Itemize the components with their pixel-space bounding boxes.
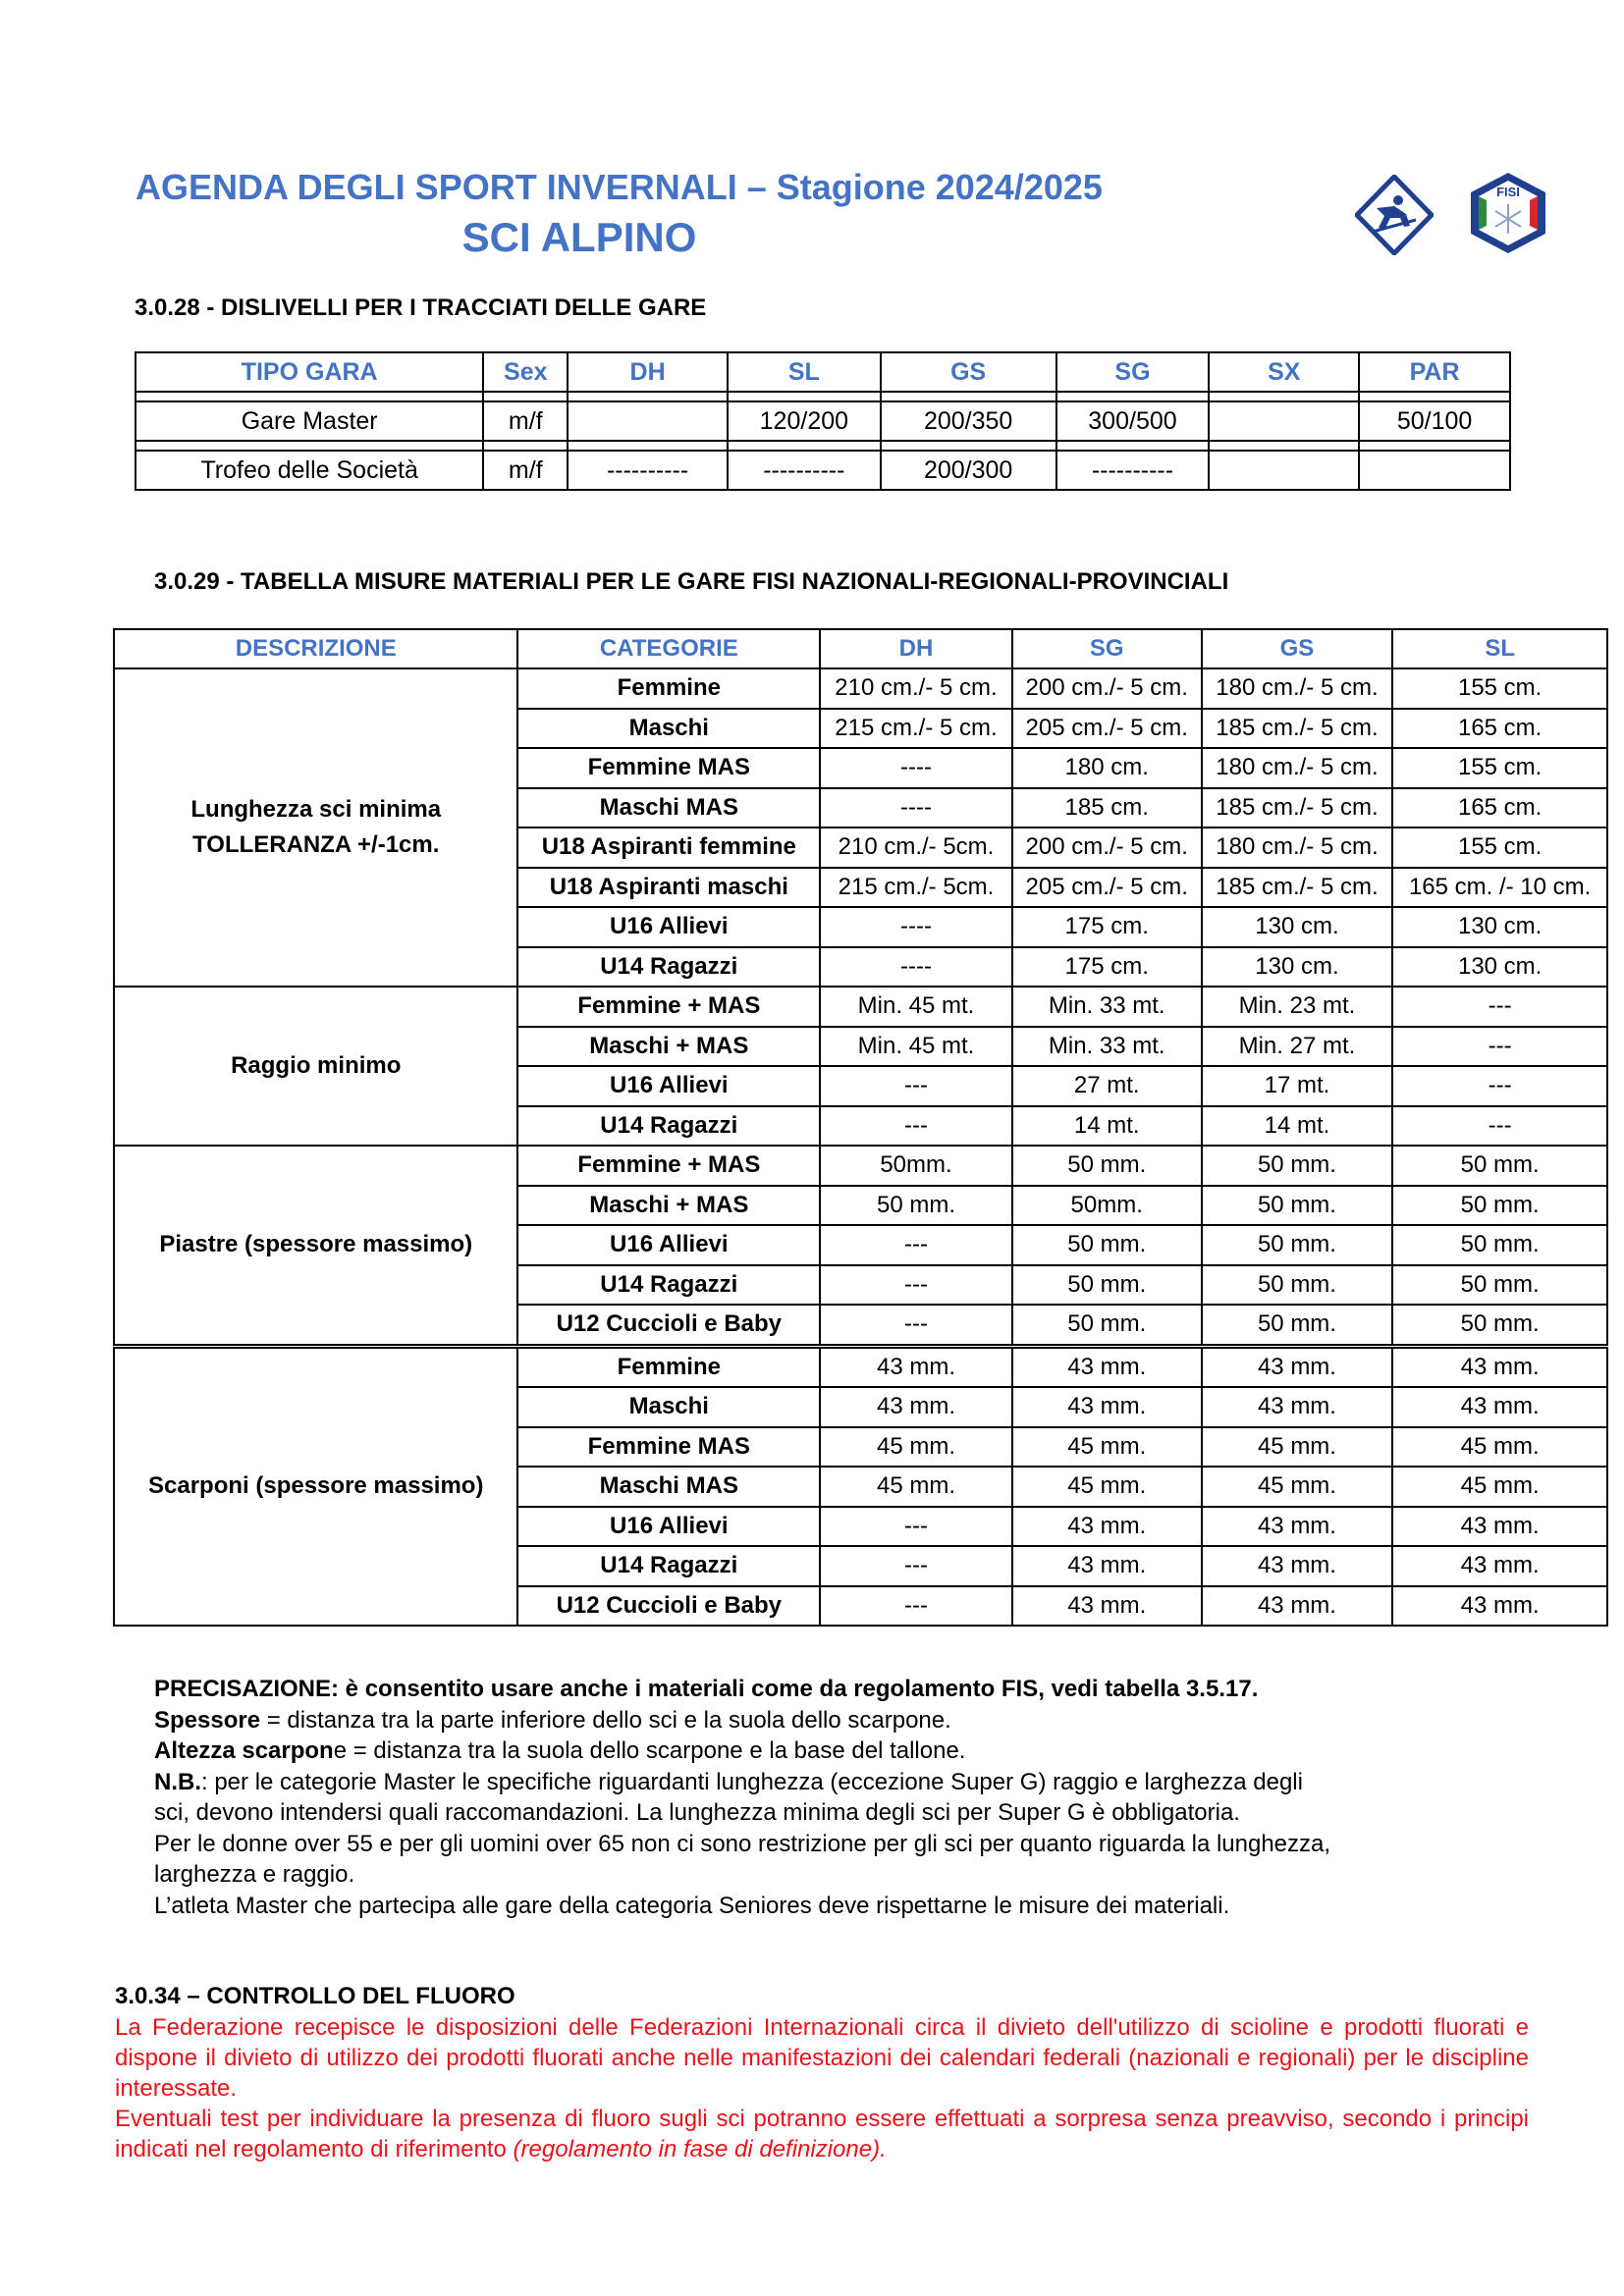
table-cell: --- <box>820 1507 1012 1547</box>
nb-note-line1 <box>154 1767 1330 1798</box>
table-cell: 50 mm. <box>1012 1265 1202 1306</box>
table-cell: --- <box>820 1265 1012 1306</box>
table-cell: 185 cm./- 5 cm. <box>1202 709 1393 749</box>
table-cell: 50mm. <box>820 1146 1012 1186</box>
table-cell: --- <box>820 1546 1012 1586</box>
table-cell <box>1209 401 1359 441</box>
category-cell: Maschi <box>517 1387 820 1427</box>
column-header: TIPO GARA <box>135 352 483 392</box>
table-row <box>135 401 1510 441</box>
altezza-note <box>154 1735 1330 1767</box>
spessore-note <box>154 1705 1330 1736</box>
table-cell: 45 mm. <box>1012 1427 1202 1468</box>
table-cell: 14 mt. <box>1202 1106 1393 1147</box>
table-cell: 165 cm. <box>1392 709 1607 749</box>
column-header: DH <box>568 352 728 392</box>
table-cell: 50 mm. <box>1202 1305 1393 1346</box>
table-cell: ---- <box>820 947 1012 988</box>
table-cell: 50 mm. <box>820 1186 1012 1226</box>
table-cell: --- <box>820 1106 1012 1147</box>
table-cell: Min. 27 mt. <box>1202 1027 1393 1067</box>
table-cell: 45 mm. <box>1202 1467 1393 1507</box>
over-note-line2: larghezza e raggio. <box>154 1861 355 1888</box>
table-cell: --- <box>1392 987 1607 1027</box>
table-cell: Min. 45 mt. <box>820 1027 1012 1067</box>
table-cell: 200/350 <box>881 401 1056 441</box>
table-cell: 17 mt. <box>1202 1066 1393 1106</box>
column-header: SG <box>1012 629 1202 668</box>
category-cell: Femmine MAS <box>517 748 820 788</box>
page-title: AGENDA DEGLI SPORT INVERNALI – Stagione 2024/2025 <box>135 167 1103 207</box>
section1-title: 3.0.28 - DISLIVELLI PER I TRACCIATI DELLE GARE <box>135 294 707 321</box>
table-cell: 205 cm./- 5 cm. <box>1012 709 1202 749</box>
section2-title: 3.0.29 - TABELLA MISURE MATERIALI PER LE GARE FISI NAZIONALI-REGIONALI-PROVINCIALI <box>154 568 1229 595</box>
table-cell: ---------- <box>1056 451 1210 490</box>
category-cell: U14 Ragazzi <box>517 947 820 988</box>
table-cell: 130 cm. <box>1202 907 1393 947</box>
table-cell: 50 mm. <box>1392 1265 1607 1306</box>
column-header: SG <box>1056 352 1210 392</box>
page-subtitle: SCI ALPINO <box>461 214 697 260</box>
table-cell: 200 cm./- 5 cm. <box>1012 668 1202 709</box>
description-line: Raggio minimo <box>231 1052 402 1079</box>
table-cell: 43 mm. <box>1392 1346 1607 1387</box>
table-cell: 50 mm. <box>1012 1225 1202 1265</box>
category-cell: Femmine <box>517 668 820 709</box>
table-cell: 50 mm. <box>1012 1146 1202 1186</box>
table-cell: 45 mm. <box>820 1467 1012 1507</box>
fluoro-text <box>115 2012 1529 2164</box>
table-cell: m/f <box>483 401 568 441</box>
table-cell: 185 cm. <box>1012 788 1202 828</box>
description-line: TOLLERANZA +/-1cm. <box>192 831 440 858</box>
table-cell: ---------- <box>568 451 728 490</box>
table-header-row <box>114 629 1607 668</box>
category-cell: Femmine + MAS <box>517 1146 820 1186</box>
description-cell <box>114 1346 517 1626</box>
column-header: SL <box>1392 629 1607 668</box>
table-cell: 50 mm. <box>1392 1146 1607 1186</box>
description-cell <box>114 1146 517 1346</box>
table-cell: 43 mm. <box>1392 1387 1607 1427</box>
table-cell: 180 cm./- 5 cm. <box>1202 828 1393 868</box>
category-cell: U16 Allievi <box>517 1507 820 1547</box>
category-cell: U18 Aspiranti maschi <box>517 868 820 908</box>
table-cell: --- <box>820 1305 1012 1346</box>
spessore-term: Spessore <box>154 1706 261 1734</box>
table-cell: 210 cm./- 5 cm. <box>820 668 1012 709</box>
category-cell: Maschi MAS <box>517 788 820 828</box>
column-header: DESCRIZIONE <box>114 629 517 668</box>
table-cell: --- <box>820 1586 1012 1627</box>
precisazione-note: PRECISAZIONE: è consentito usare anche i materiali come da regolamento FIS, vedi tabella 3.5.17. <box>154 1676 1259 1702</box>
table-cell: 130 cm. <box>1392 907 1607 947</box>
table-cell: ---- <box>820 907 1012 947</box>
table-cell: 50 mm. <box>1392 1305 1607 1346</box>
table-cell: 165 cm. <box>1392 788 1607 828</box>
table-cell: 43 mm. <box>1202 1546 1393 1586</box>
table-row <box>114 668 1607 709</box>
table-cell: 165 cm. /- 10 cm. <box>1392 868 1607 908</box>
table-cell: 43 mm. <box>1392 1507 1607 1547</box>
table-row <box>114 1346 1607 1387</box>
table-cell: 50 mm. <box>1202 1146 1393 1186</box>
table-cell: 50 mm. <box>1202 1265 1393 1306</box>
table-cell: 185 cm./- 5 cm. <box>1202 788 1393 828</box>
table-cell: 300/500 <box>1056 401 1210 441</box>
table-cell: 175 cm. <box>1012 907 1202 947</box>
table-cell: --- <box>1392 1106 1607 1147</box>
table-cell: 43 mm. <box>1012 1387 1202 1427</box>
table-cell: 175 cm. <box>1012 947 1202 988</box>
description-cell <box>114 987 517 1146</box>
table-cell: 180 cm./- 5 cm. <box>1202 748 1393 788</box>
table-cell <box>568 401 728 441</box>
nb-note-line2: sci, devono intendersi quali raccomandazioni. La lunghezza minima degli sci per Super G è obbligatoria. <box>154 1799 1240 1826</box>
description-cell <box>114 668 517 987</box>
table-cell: ---------- <box>728 451 881 490</box>
table-cell: 215 cm./- 5 cm. <box>820 709 1012 749</box>
category-cell: Maschi + MAS <box>517 1186 820 1226</box>
table-header-row <box>135 352 1510 392</box>
table-cell: ---- <box>820 788 1012 828</box>
table-cell: 50/100 <box>1359 401 1510 441</box>
table-cell: ---- <box>820 748 1012 788</box>
table-cell: 45 mm. <box>1392 1467 1607 1507</box>
table-cell: --- <box>1392 1066 1607 1106</box>
table-cell: 120/200 <box>728 401 881 441</box>
column-header: GS <box>881 352 1056 392</box>
description-line: Piastre (spessore massimo) <box>159 1231 473 1258</box>
altezza-term: Altezza scarpon <box>154 1737 334 1764</box>
nb-term: N.B. <box>154 1768 201 1795</box>
table-cell: 155 cm. <box>1392 668 1607 709</box>
fisi-logo-icon <box>1467 171 1549 255</box>
table-cell: 215 cm./- 5cm. <box>820 868 1012 908</box>
spacer-row <box>135 441 1510 451</box>
table-cell: 45 mm. <box>1392 1427 1607 1468</box>
table-cell: 50 mm. <box>1012 1305 1202 1346</box>
table-cell: 50 mm. <box>1202 1225 1393 1265</box>
category-cell: Maschi + MAS <box>517 1027 820 1067</box>
table-cell: --- <box>1392 1027 1607 1067</box>
table-cell: 43 mm. <box>1392 1586 1607 1627</box>
category-cell: U14 Ragazzi <box>517 1106 820 1147</box>
table-cell: 155 cm. <box>1392 748 1607 788</box>
table-cell: 45 mm. <box>1202 1427 1393 1468</box>
table-row <box>114 1146 1607 1186</box>
category-cell: U14 Ragazzi <box>517 1265 820 1306</box>
fluoro-paragraph-1: La Federazione recepisce le disposizioni delle Federazioni Internazionali circa il divieto dell'utilizzo di scioline e prodotti fluorati e dispone il divieto di utilizzo dei prodotti fluorati anche nelle manifestazioni dei calendari federali (nazionali e regionali) per le discipline interessate. <box>115 2014 1529 2102</box>
table-cell: --- <box>820 1066 1012 1106</box>
master-note: L’atleta Master che partecipa alle gare della categoria Seniores deve rispettarne le misure dei materiali. <box>154 1892 1230 1919</box>
table-cell: 45 mm. <box>1012 1467 1202 1507</box>
table-cell: 43 mm. <box>820 1387 1012 1427</box>
category-cell: Maschi MAS <box>517 1467 820 1507</box>
table-cell: Min. 23 mt. <box>1202 987 1393 1027</box>
category-cell: U14 Ragazzi <box>517 1546 820 1586</box>
table-cell: 43 mm. <box>1012 1586 1202 1627</box>
table-cell: 43 mm. <box>1202 1346 1393 1387</box>
column-header: SL <box>728 352 881 392</box>
description-line: Lunghezza sci minima <box>190 796 442 823</box>
table-cell: 43 mm. <box>1012 1546 1202 1586</box>
table-cell: 50 mm. <box>1392 1225 1607 1265</box>
column-header: CATEGORIE <box>517 629 820 668</box>
table-cell: 50mm. <box>1012 1186 1202 1226</box>
table-cell: 43 mm. <box>1012 1346 1202 1387</box>
table-cell: 180 cm./- 5 cm. <box>1202 668 1393 709</box>
table-row <box>114 987 1607 1027</box>
table-cell: 180 cm. <box>1012 748 1202 788</box>
skier-logo-icon <box>1355 175 1434 255</box>
table-cell: Gare Master <box>135 401 483 441</box>
category-cell: U12 Cuccioli e Baby <box>517 1305 820 1346</box>
table-cell: 45 mm. <box>820 1427 1012 1468</box>
table-cell: 185 cm./- 5 cm. <box>1202 868 1393 908</box>
table-cell: 43 mm. <box>1012 1507 1202 1547</box>
dislivelli-table <box>135 351 1511 491</box>
table-cell: 205 cm./- 5 cm. <box>1012 868 1202 908</box>
category-cell: U18 Aspiranti femmine <box>517 828 820 868</box>
altezza-definition: e = distanza tra la suola dello scarpone e la base del tallone. <box>333 1737 966 1764</box>
category-cell: Femmine <box>517 1346 820 1387</box>
table-cell: Min. 33 mt. <box>1012 987 1202 1027</box>
column-header: PAR <box>1359 352 1510 392</box>
fluoro-paragraph-2 <box>115 2104 1529 2164</box>
notes-block <box>154 1674 1330 1921</box>
category-cell: U16 Allievi <box>517 1066 820 1106</box>
category-cell: Femmine + MAS <box>517 987 820 1027</box>
table-cell: 130 cm. <box>1392 947 1607 988</box>
category-cell: Maschi <box>517 709 820 749</box>
table-cell <box>1209 451 1359 490</box>
table-cell: 200/300 <box>881 451 1056 490</box>
table-cell: Trofeo delle Società <box>135 451 483 490</box>
nb-text: : per le categorie Master le specifiche riguardanti lunghezza (eccezione Super G) raggio e larghezza degli <box>201 1768 1303 1795</box>
table-cell: 50 mm. <box>1202 1186 1393 1226</box>
table-cell: m/f <box>483 451 568 490</box>
fluoro-paragraph-2-text: Eventuali test per individuare la presenza di fluoro sugli sci potranno essere effettuati a sorpresa senza preavviso, secondo i principi indicati nel regolamento di riferimento <box>115 2106 1529 2163</box>
fluoro-paragraph-2-italic: (regolamento in fase di definizione). <box>513 2136 887 2163</box>
category-cell: U16 Allievi <box>517 1225 820 1265</box>
category-cell: U12 Cuccioli e Baby <box>517 1586 820 1627</box>
column-header: GS <box>1202 629 1393 668</box>
table-cell: 43 mm. <box>820 1346 1012 1387</box>
section3-title: 3.0.34 – CONTROLLO DEL FLUORO <box>115 1983 515 2009</box>
table-cell: 130 cm. <box>1202 947 1393 988</box>
spessore-definition: = distanza tra la parte inferiore dello sci e la suola dello scarpone. <box>260 1706 951 1734</box>
column-header: DH <box>820 629 1012 668</box>
table-row <box>135 451 1510 490</box>
misure-materiali-table <box>113 628 1608 1627</box>
table-cell: 14 mt. <box>1012 1106 1202 1147</box>
table-cell: Min. 45 mt. <box>820 987 1012 1027</box>
description-line: Scarponi (spessore massimo) <box>148 1472 484 1500</box>
table-cell: 43 mm. <box>1202 1586 1393 1627</box>
table-cell: 43 mm. <box>1202 1507 1393 1547</box>
table-cell: 210 cm./- 5cm. <box>820 828 1012 868</box>
table-cell: 27 mt. <box>1012 1066 1202 1106</box>
table-cell: Min. 33 mt. <box>1012 1027 1202 1067</box>
column-header: SX <box>1209 352 1359 392</box>
table-cell: 43 mm. <box>1392 1546 1607 1586</box>
column-header: Sex <box>483 352 568 392</box>
table-cell <box>1359 451 1510 490</box>
spacer-row <box>135 392 1510 401</box>
table-cell: 155 cm. <box>1392 828 1607 868</box>
fisi-logo-text: FISI <box>1496 185 1520 199</box>
category-cell: U16 Allievi <box>517 907 820 947</box>
table-cell: --- <box>820 1225 1012 1265</box>
table-cell: 43 mm. <box>1202 1387 1393 1427</box>
over-note-line1: Per le donne over 55 e per gli uomini over 65 non ci sono restrizione per gli sci per quanto riguarda la lunghezza, <box>154 1830 1331 1857</box>
table-cell: 200 cm./- 5 cm. <box>1012 828 1202 868</box>
table-cell: 50 mm. <box>1392 1186 1607 1226</box>
category-cell: Femmine MAS <box>517 1427 820 1468</box>
